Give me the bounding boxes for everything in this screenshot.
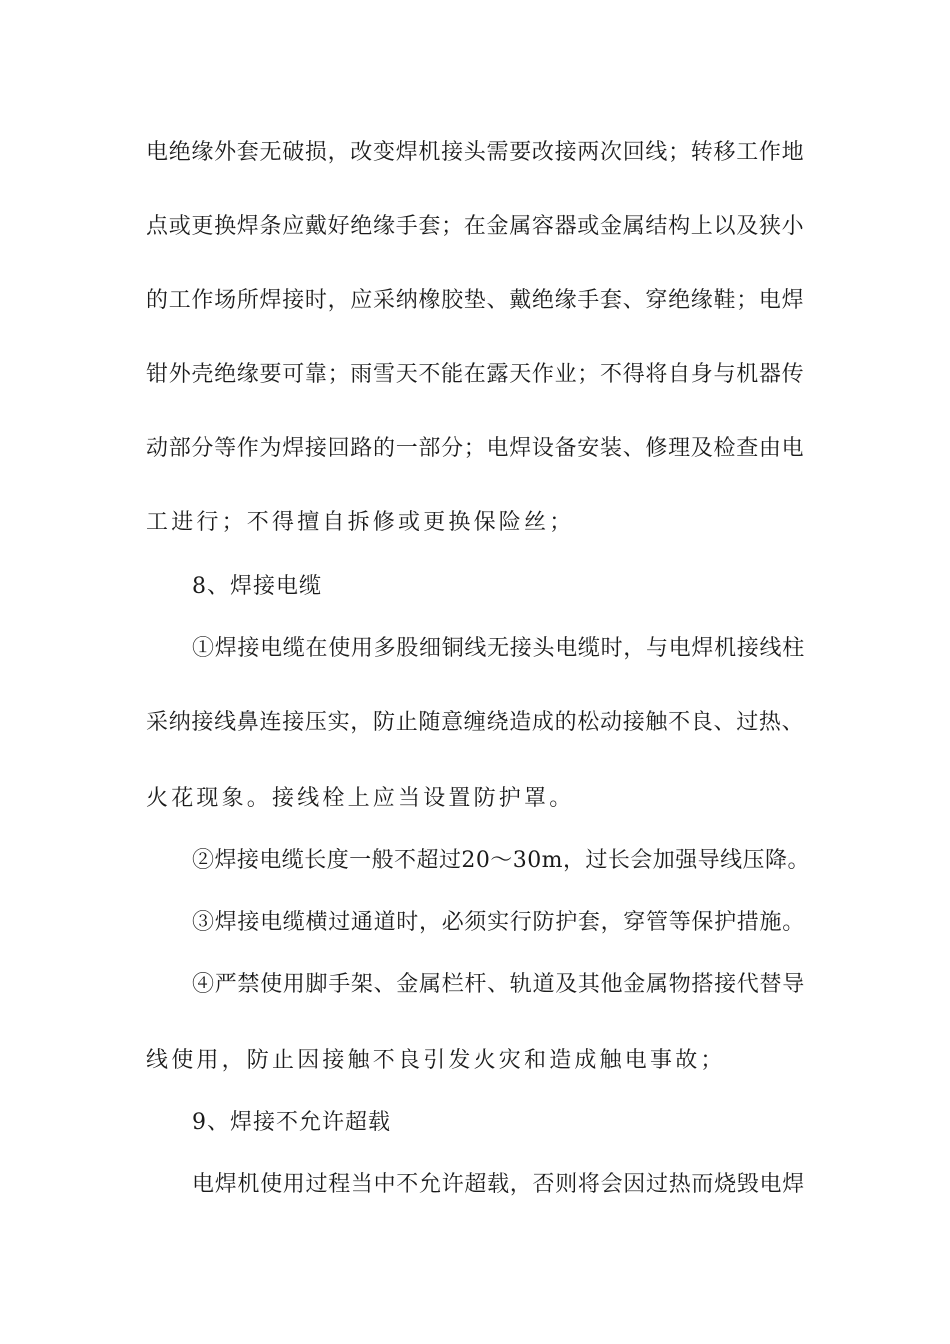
list-item-1-line-2: 采纳接线鼻连接压实，防止随意缠绕造成的松动接触不良、过热、 <box>146 710 805 735</box>
paragraph-line-3: 的工作场所焊接时，应采纳橡胶垫、戴绝缘手套、穿绝缘鞋；电焊 <box>146 288 805 313</box>
section-heading-8: 8、焊接电缆 <box>192 574 322 599</box>
section-heading-9: 9、焊接不允许超载 <box>192 1110 391 1135</box>
list-item-4-line-1: ④严禁使用脚手架、金属栏杆、轨道及其他金属物搭接代替导 <box>192 972 805 997</box>
list-item-3: ③焊接电缆横过通道时，必须实行防护套，穿管等保护措施。 <box>192 910 805 935</box>
paragraph-line-1: 电绝缘外套无破损，改变焊机接头需要改接两次回线；转移工作地 <box>146 140 805 165</box>
list-item-2: ②焊接电缆长度一般不超过20～30m，过长会加强导线压降。 <box>192 848 810 873</box>
list-item-4-line-2: 线使用，防止因接触不良引发火灾和造成触电事故； <box>146 1048 726 1073</box>
paragraph-line-2: 点或更换焊条应戴好绝缘手套；在金属容器或金属结构上以及狭小 <box>146 214 805 239</box>
paragraph-line-6: 工进行；不得擅自拆修或更换保险丝； <box>146 510 575 535</box>
list-item-1-line-3: 火花现象。接线栓上应当设置防护罩。 <box>146 786 575 811</box>
paragraph-line-5: 动部分等作为焊接回路的一部分；电焊设备安装、修理及检查由电 <box>146 436 805 461</box>
paragraph-line-last: 电焊机使用过程当中不允许超载，否则将会因过热而烧毁电焊 <box>192 1172 805 1197</box>
paragraph-line-4: 钳外壳绝缘要可靠；雨雪天不能在露天作业；不得将自身与机器传 <box>146 362 805 387</box>
list-item-1-line-1: ①焊接电缆在使用多股细铜线无接头电缆时，与电焊机接线柱 <box>192 636 805 661</box>
